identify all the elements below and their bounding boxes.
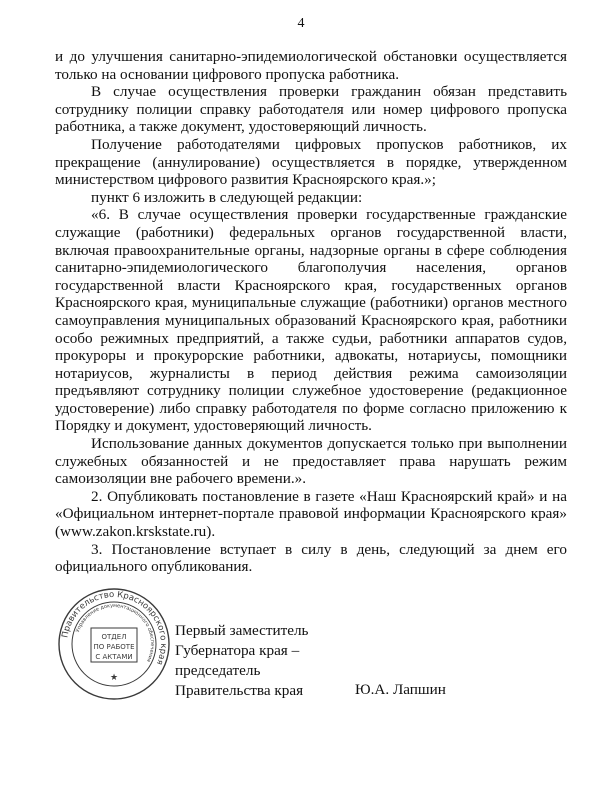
paragraph: пункт 6 изложить в следующей редакции: [91, 188, 363, 206]
paragraph: 3. Постановление вступает в силу в день, следующий за днем его официального опубликования. [55, 540, 567, 576]
document-body [55, 48, 567, 576]
paragraph: 2. Опубликовать постановление в газете «Наш Красноярский край» и на «Официальном интернет-портале правовой информации Красноярского края» (www.zakon.krskstate.ru). [55, 487, 567, 541]
paragraph: и до улучшения санитарно-эпидемиологической обстановки осуществляется только на основании цифрового пропуска работника. [55, 48, 567, 83]
paragraph: В случае осуществления проверки гражданин обязан представить сотруднику полиции справку работодателя или номер цифрового пропуска работника, а также документ, удостоверяющий личность. [55, 83, 567, 136]
stamp-center-line: ПО РАБОТЕ [93, 643, 135, 651]
signatory-position: Губернатора края – [175, 642, 300, 659]
signature-block [175, 621, 308, 701]
signatory-position: председатель [175, 662, 261, 679]
signatory-position: Первый заместитель [175, 622, 309, 639]
stamp-star-icon: ★ [109, 673, 119, 683]
paragraph: Использование данных документов допускается только при выполнении служебных обязанностей и не предоставляет права нарушать режим самоизоляции вне рабочего времени.». [55, 435, 567, 488]
stamp-outer-text: Правительство Красноярского края [60, 589, 169, 667]
signatory-position: Правительства края [175, 682, 304, 699]
page-number: 4 [297, 16, 305, 31]
stamp-inner-text: Управление документационного обеспечения [75, 602, 156, 663]
stamp-center-line: ОТДЕЛ [101, 633, 127, 641]
paragraph: «6. В случае осуществления проверки государственные гражданские служащие (работники) федеральных органов государственной власти, включая правоохранительные органы, надзорные органы в сфере соблюдения санитарно-эпидемиологического благополучия населения, органов государственной власти Красноярского края, государственных органов Красноярского края, муниципальные служащие (работники) органов местного самоуправления муниципальных образований Красноярского края, работники особо режимных предприятий, а также судьи, работники аппаратов судов, прокуроры и прокурорские работники, адвокаты, нотариусы, помощники нотариусов, журналисты в период действия режима самоизоляции предъявляют сотруднику полиции служебное удостоверение (редакционное удостоверение) либо справку работодателя по форме согласно приложению к Порядку и документ, удостоверяющий личность. [55, 206, 567, 435]
stamp-center-line: С АКТАМИ [95, 653, 133, 661]
official-stamp [58, 588, 170, 700]
signatory-name: Ю.А. Лапшин [355, 681, 446, 698]
paragraph: Получение работодателями цифровых пропусков работников, их прекращение (аннулирование) осуществляется в порядке, утвержденном министерством цифрового развития Красноярского края.»; [55, 135, 567, 189]
